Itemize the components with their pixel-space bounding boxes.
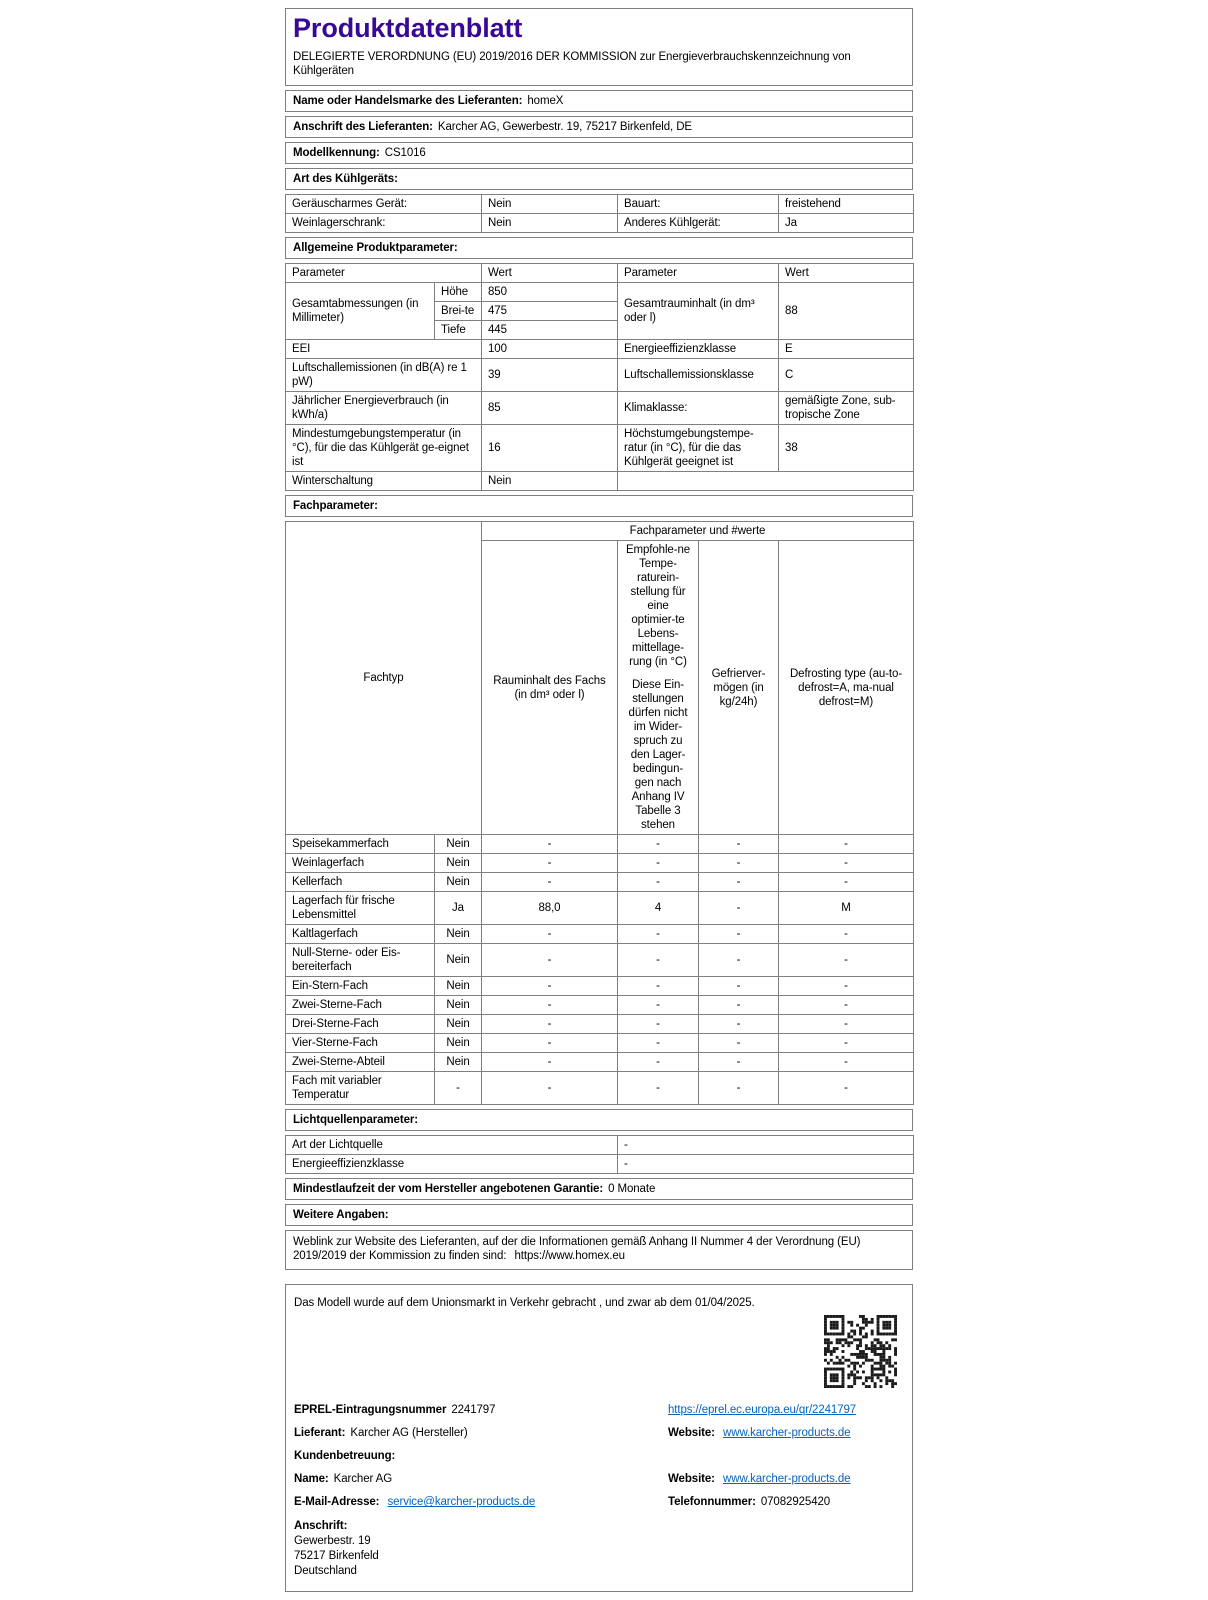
compartment-defrost: - [779,1015,914,1034]
param-label: Gesamtabmessungen (in Millimeter) [286,282,435,339]
qr-code [824,1315,897,1388]
compartment-temp: - [618,996,699,1015]
more-info-header: Weitere Angaben: [285,1204,913,1226]
param-label: Luftschallemissionen (in dB(A) re 1 pW) [286,358,482,391]
regulation-subtitle: DELEGIERTE VERORDNUNG (EU) 2019/2016 DER KOMMISSION zur Energieverbrauchskennzeichnung von Kühlgeräten [293,50,851,77]
compartment-volume: - [482,1015,618,1034]
compartment-row [286,873,914,892]
website-link[interactable]: www.karcher-products.de [723,1473,851,1486]
compartment-row [286,854,914,873]
table-row [286,391,914,424]
light-source-table [285,1135,914,1174]
column-header-freezing: Gefrierver-mögen (in kg/24h) [699,541,779,835]
compartment-present: Nein [435,1015,482,1034]
compartment-volume: - [482,996,618,1015]
column-header-defrost: Defrosting type (au-to-defrost=A, ma-nual defrost=M) [779,541,914,835]
compartment-freeze: - [699,892,779,925]
compartment-name: Zwei-Sterne-Abteil [286,1053,435,1072]
compartment-defrost: - [779,873,914,892]
table-row [286,424,914,471]
param-label: Art der Lichtquelle [286,1136,618,1155]
column-header: Parameter [618,263,779,282]
param-value: gemäßigte Zone, sub-tropische Zone [779,391,914,424]
param-value: 85 [482,391,618,424]
param-value: freistehend [779,194,914,213]
contact-name-row [294,1472,904,1486]
compartment-volume: - [482,835,618,854]
param-label: Luftschallemissionsklasse [618,358,779,391]
compartment-present: Nein [435,977,482,996]
compartment-row [286,977,914,996]
compartment-defrost: - [779,1072,914,1105]
customer-care-label: Kundenbetreuung: [294,1450,396,1463]
column-header: Wert [779,263,914,282]
contact-section [285,1284,913,1591]
supplier-address-label: Anschrift des Lieferanten: [293,120,433,133]
param-value: E [779,339,914,358]
supplier-name-label: Name oder Handelsmarke des Lieferanten: [293,94,523,107]
general-params-header: Allgemeine Produktparameter: [285,237,913,259]
supplier-row [294,1426,904,1440]
appliance-type-table [285,194,914,233]
compartment-present: Nein [435,854,482,873]
group-header: Fachparameter und #werte [482,522,914,541]
email-link[interactable]: service@karcher-products.de [387,1496,536,1509]
compartment-name: Zwei-Sterne-Fach [286,996,435,1015]
compartment-row [286,1053,914,1072]
compartment-name: Ein-Stern-Fach [286,977,435,996]
dimension-value: 475 [482,301,618,320]
phone-value: 07082925420 [760,1496,831,1509]
address-label: Anschrift: [294,1519,348,1532]
compartment-temp: - [618,1053,699,1072]
column-header-fachtyp: Fachtyp [286,522,482,835]
dimension-label: Tiefe [435,320,482,339]
param-label: Anderes Kühlgerät: [618,213,779,232]
table-header-row [286,263,914,282]
compartment-name: Vier-Sterne-Fach [286,1034,435,1053]
compartment-params-header: Fachparameter: [285,495,913,517]
model-id-row [285,142,913,164]
address-line: 75217 Birkenfeld [294,1549,379,1562]
compartment-defrost: - [779,996,914,1015]
guarantee-row [285,1178,913,1200]
param-label: Weinlagerschrank: [286,213,482,232]
column-header: Wert [482,263,618,282]
column-header-volume: Rauminhalt des Fachs (in dm³ oder l) [482,541,618,835]
address-line: Deutschland [294,1564,357,1577]
address-line: Gewerbestr. 19 [294,1534,371,1547]
compartment-freeze: - [699,1053,779,1072]
param-label: Winterschaltung [286,472,482,491]
customer-care-row [294,1449,904,1463]
table-row [286,282,914,301]
dimension-label: Höhe [435,282,482,301]
param-value: Ja [779,213,914,232]
eprel-label: EPREL-Eintragungsnummer [294,1404,447,1417]
compartment-row [286,1034,914,1053]
compartment-temp: - [618,925,699,944]
compartment-defrost: - [779,944,914,977]
param-value: Nein [482,472,618,491]
compartment-row [286,925,914,944]
appliance-type-header: Art des Kühlgeräts: [285,168,913,190]
param-label: Energieeffizienzklasse [618,339,779,358]
compartment-temp: - [618,854,699,873]
compartment-row [286,892,914,925]
empty-cell [618,472,914,491]
compartment-name: Null-Sterne- oder Eis-bereiterfach [286,944,435,977]
dimension-label: Brei-te [435,301,482,320]
model-id-label: Modellkennung: [293,146,380,159]
page-title: Produktdatenblatt [293,13,523,43]
eprel-number: 2241797 [451,1404,496,1417]
compartment-freeze: - [699,925,779,944]
weblink-row [285,1230,913,1270]
compartment-defrost: - [779,854,914,873]
compartment-volume: - [482,1072,618,1105]
contact-name-label: Name: [294,1473,329,1486]
eprel-link[interactable]: https://eprel.ec.europa.eu/qr/2241797 [668,1404,857,1417]
compartment-temp: - [618,835,699,854]
compartment-row [286,996,914,1015]
compartment-defrost: - [779,1053,914,1072]
compartment-temp: - [618,944,699,977]
title-section [285,8,913,86]
compartment-defrost: - [779,835,914,854]
param-value: 88 [779,282,914,339]
compartment-row [286,1015,914,1034]
compartment-volume: 88,0 [482,892,618,925]
compartment-temp: 4 [618,892,699,925]
compartment-volume: - [482,925,618,944]
compartment-name: Lagerfach für frische Lebensmittel [286,892,435,925]
param-label: Geräuscharmes Gerät: [286,194,482,213]
table-row [286,358,914,391]
compartment-volume: - [482,1034,618,1053]
compartment-present: Nein [435,925,482,944]
compartment-present: - [435,1072,482,1105]
compartment-freeze: - [699,873,779,892]
param-label: Mindestumgebungstemperatur (in °C), für die das Kühlgerät ge-eignet ist [286,424,482,471]
weblink-value: https://www.homex.eu [514,1250,625,1263]
supplier-label: Lieferant: [294,1427,346,1440]
compartment-present: Nein [435,944,482,977]
supplier-name-row [285,90,913,112]
phone-label: Telefonnummer: [668,1496,756,1509]
compartment-volume: - [482,944,618,977]
website-label: Website: [668,1473,715,1486]
compartment-freeze: - [699,977,779,996]
light-source-header: Lichtquellenparameter: [285,1109,913,1131]
compartment-name: Kaltlagerfach [286,925,435,944]
supplier-address-value: Karcher AG, Gewerbestr. 19, 75217 Birkenfeld, DE [437,120,692,133]
compartment-defrost: - [779,925,914,944]
compartment-temp: - [618,1015,699,1034]
compartment-freeze: - [699,854,779,873]
compartment-row [286,1072,914,1105]
param-label: Jährlicher Energieverbrauch (in kWh/a) [286,391,482,424]
compartment-present: Nein [435,1034,482,1053]
column-header-temperature: Empfohle-ne Tempe-raturein-stellung für eine optimier-te Lebens-mittellage-rung (in °C) Diese Ein-stellungen dürfen nicht im Wider-spruch zu den Lager-bedingun-gen nach Anhang IV Tabelle 3 stehen [618,541,699,835]
param-value: C [779,358,914,391]
compartment-name: Fach mit variabler Temperatur [286,1072,435,1105]
param-value: 38 [779,424,914,471]
compartment-row [286,835,914,854]
email-row [294,1495,904,1509]
supplier-name-value: homeX [527,94,564,107]
table-row [286,1155,914,1174]
product-datasheet [285,8,913,1592]
compartment-temp: - [618,1072,699,1105]
guarantee-label: Mindestlaufzeit der vom Hersteller angebotenen Garantie: [293,1183,604,1196]
compartment-defrost: - [779,977,914,996]
compartment-temp: - [618,873,699,892]
param-value: 100 [482,339,618,358]
compartment-volume: - [482,854,618,873]
compartment-freeze: - [699,996,779,1015]
compartment-volume: - [482,873,618,892]
compartment-defrost: - [779,1034,914,1053]
param-label: Bauart: [618,194,779,213]
email-label: E-Mail-Adresse: [294,1496,380,1509]
table-row [286,339,914,358]
compartment-present: Nein [435,835,482,854]
compartment-present: Ja [435,892,482,925]
guarantee-value: 0 Monate [608,1183,656,1196]
compartment-freeze: - [699,1015,779,1034]
compartment-freeze: - [699,944,779,977]
weblink-label: Weblink zur Website des Lieferanten, auf der die Informationen gemäß Anhang II Nummer 4 der Verordnung (EU) 2019/2019 der Kommission zu finden sind: [293,1236,861,1263]
table-row [286,1136,914,1155]
table-header-row [286,522,914,541]
param-label: Höchstumgebungstempe-ratur (in °C), für die das Kühlgerät geeignet ist [618,424,779,471]
param-value: - [618,1136,914,1155]
table-row [286,472,914,491]
param-value: - [618,1155,914,1174]
compartment-name: Drei-Sterne-Fach [286,1015,435,1034]
eprel-row [294,1403,904,1417]
compartment-volume: - [482,1053,618,1072]
param-label: Gesamtrauminhalt (in dm³ oder l) [618,282,779,339]
model-id-value: CS1016 [384,146,426,159]
supplier-address-row [285,116,913,138]
market-placement-text: Das Modell wurde auf dem Unionsmarkt in Verkehr gebracht , und zwar ab dem 01/04/2025. [294,1297,755,1310]
param-value: 39 [482,358,618,391]
table-row [286,213,914,232]
compartment-freeze: - [699,1034,779,1053]
compartment-present: Nein [435,873,482,892]
dimension-value: 445 [482,320,618,339]
compartment-table [285,521,914,1105]
compartment-freeze: - [699,835,779,854]
param-label: Energieeffizienzklasse [286,1155,618,1174]
param-label: EEI [286,339,482,358]
compartment-temp: - [618,977,699,996]
website-link[interactable]: www.karcher-products.de [723,1427,851,1440]
compartment-name: Kellerfach [286,873,435,892]
compartment-temp: - [618,1034,699,1053]
address-block [294,1519,904,1579]
param-value: Nein [482,194,618,213]
compartment-volume: - [482,977,618,996]
compartment-name: Speisekammerfach [286,835,435,854]
compartment-present: Nein [435,1053,482,1072]
contact-name-value: Karcher AG [333,1473,393,1486]
param-label: Klimaklasse: [618,391,779,424]
compartment-name: Weinlagerfach [286,854,435,873]
compartment-freeze: - [699,1072,779,1105]
dimension-value: 850 [482,282,618,301]
compartment-defrost: M [779,892,914,925]
param-value: 16 [482,424,618,471]
website-label: Website: [668,1427,715,1440]
param-value: Nein [482,213,618,232]
supplier-value: Karcher AG (Hersteller) [350,1427,468,1440]
compartment-row [286,944,914,977]
table-row [286,194,914,213]
compartment-present: Nein [435,996,482,1015]
column-header: Parameter [286,263,482,282]
general-params-table [285,263,914,491]
